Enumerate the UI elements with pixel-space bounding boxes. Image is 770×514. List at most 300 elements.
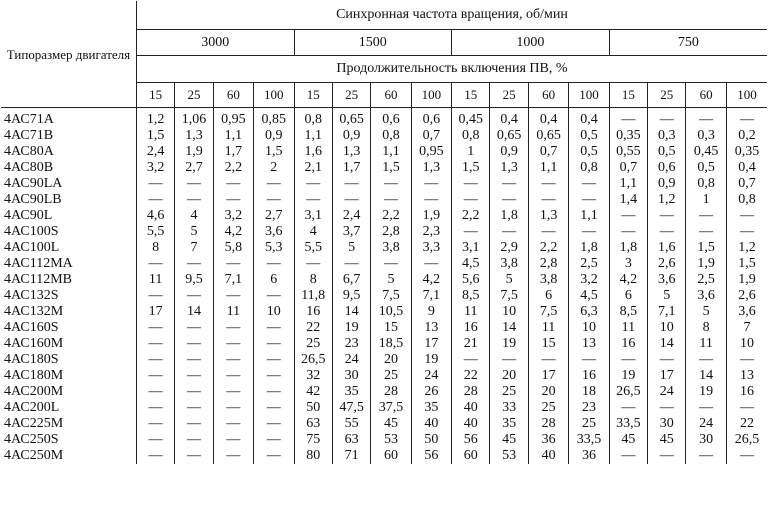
power-value-cell: 2,7 (254, 208, 294, 224)
power-value-cell: — (294, 192, 332, 208)
power-value-cell: — (452, 224, 490, 240)
speed-1000-header: 1000 (452, 30, 610, 56)
power-value-cell: — (648, 208, 686, 224)
power-value-cell: — (452, 176, 490, 192)
motor-name-cell: 4АС90LA (4, 176, 63, 191)
power-value-cell: 42 (294, 384, 332, 400)
power-value-cell: 0,5 (569, 144, 609, 160)
power-value-cell: — (213, 176, 253, 192)
power-value-cell: 56 (411, 448, 451, 464)
power-value-cell: — (569, 176, 609, 192)
power-value-cell: 40 (452, 416, 490, 432)
power-value-cell: 60 (452, 448, 490, 464)
power-value-cell: 10 (648, 320, 686, 336)
power-value-cell: 25 (490, 384, 528, 400)
power-value-cell: 40 (411, 416, 451, 432)
power-value-cell: 0,3 (648, 128, 686, 144)
power-value-cell: — (254, 368, 294, 384)
power-value-cell: 2,9 (490, 240, 528, 256)
table-row (1, 400, 767, 416)
motor-name-cell: 4АС100S (4, 224, 59, 239)
power-value-cell: 5,6 (452, 272, 490, 288)
power-value-cell: 14 (332, 304, 370, 320)
power-value-cell: — (136, 176, 174, 192)
power-value-cell: 2,8 (528, 256, 568, 272)
power-value-cell: 7 (726, 320, 767, 336)
power-value-cell: 3,2 (569, 272, 609, 288)
power-value-cell: — (726, 400, 767, 416)
motor-name-cell: 4АС250М (4, 448, 64, 463)
power-value-cell: 1,5 (136, 128, 174, 144)
power-value-cell: 33 (490, 400, 528, 416)
power-value-cell: 17 (136, 304, 174, 320)
power-value-cell: 53 (371, 432, 411, 448)
power-value-cell: 16 (452, 320, 490, 336)
power-value-cell: 17 (648, 368, 686, 384)
power-value-cell: — (213, 400, 253, 416)
power-value-cell: 5 (371, 272, 411, 288)
pv-header-cell: 60 (686, 83, 726, 108)
motor-name-cell: 4АС112МВ (4, 272, 73, 287)
power-value-cell: 28 (452, 384, 490, 400)
power-value-cell: 10 (726, 336, 767, 352)
power-value-cell: 13 (569, 336, 609, 352)
power-value-cell: 11 (528, 320, 568, 336)
sync-frequency-header: Синхронная частота вращения, об/мин (136, 1, 767, 30)
power-value-cell: 1,1 (294, 128, 332, 144)
power-value-cell: 1,9 (175, 144, 213, 160)
power-value-cell: 0,8 (686, 176, 726, 192)
power-value-cell: — (213, 384, 253, 400)
power-value-cell: 4,2 (213, 224, 253, 240)
motor-name-cell: 4АС200L (4, 400, 60, 415)
pv-header-cell: 15 (452, 83, 490, 108)
power-value-cell: 7,5 (528, 304, 568, 320)
power-value-cell: 2,2 (452, 208, 490, 224)
power-value-cell: — (726, 208, 767, 224)
power-value-cell: 6,7 (332, 272, 370, 288)
power-value-cell: — (254, 432, 294, 448)
power-value-cell: 2,5 (569, 256, 609, 272)
power-value-cell: 2,8 (371, 224, 411, 240)
power-value-cell: 3,1 (294, 208, 332, 224)
power-value-cell: 4,2 (411, 272, 451, 288)
power-value-cell: 50 (411, 432, 451, 448)
power-value-cell: — (490, 176, 528, 192)
power-value-cell: 63 (294, 416, 332, 432)
power-value-cell: 1,5 (726, 256, 767, 272)
table-row (1, 272, 767, 288)
power-value-cell: 18,5 (371, 336, 411, 352)
table-row (1, 240, 767, 256)
power-value-cell: 3,7 (332, 224, 370, 240)
power-value-cell: 0,8 (371, 128, 411, 144)
power-value-cell: 0,4 (726, 160, 767, 176)
power-value-cell: 1,8 (490, 208, 528, 224)
power-value-cell: 6,3 (569, 304, 609, 320)
power-value-cell: 3 (609, 256, 647, 272)
power-value-cell: 14 (175, 304, 213, 320)
power-value-cell: 1,1 (213, 128, 253, 144)
power-value-cell: 13 (726, 368, 767, 384)
power-value-cell: — (528, 192, 568, 208)
power-value-cell: 1,3 (490, 160, 528, 176)
pv-header-cell: 100 (726, 83, 767, 108)
power-value-cell: 1,2 (136, 112, 174, 128)
power-value-cell: 0,5 (648, 144, 686, 160)
power-value-cell: 1,9 (411, 208, 451, 224)
power-value-cell: 2,2 (528, 240, 568, 256)
power-value-cell: — (136, 336, 174, 352)
power-value-cell: — (136, 384, 174, 400)
power-value-cell: — (175, 176, 213, 192)
power-value-cell: 8 (136, 240, 174, 256)
power-value-cell: 0,7 (726, 176, 767, 192)
speed-3000-header: 3000 (136, 30, 294, 56)
speed-1500-header: 1500 (294, 30, 452, 56)
power-value-cell: — (371, 176, 411, 192)
power-value-cell: — (175, 448, 213, 464)
power-value-cell: 2,5 (686, 272, 726, 288)
power-value-cell: — (254, 400, 294, 416)
power-value-cell: 0,8 (726, 192, 767, 208)
power-value-cell: 1,3 (332, 144, 370, 160)
power-value-cell: 2 (254, 160, 294, 176)
power-value-cell: 17 (411, 336, 451, 352)
table-row (1, 128, 767, 144)
power-value-cell: — (213, 432, 253, 448)
power-value-cell: — (648, 224, 686, 240)
power-value-cell: 18 (569, 384, 609, 400)
power-value-cell: 3,2 (213, 208, 253, 224)
power-value-cell: 0,7 (609, 160, 647, 176)
motor-name-cell: 4АС80А (4, 144, 54, 159)
power-value-cell: 5,3 (254, 240, 294, 256)
power-value-cell: 26 (411, 384, 451, 400)
power-value-cell: 0,9 (332, 128, 370, 144)
power-value-cell: — (136, 320, 174, 336)
table-row (1, 432, 767, 448)
power-value-cell: 1,6 (648, 240, 686, 256)
power-value-cell: 14 (490, 320, 528, 336)
power-value-cell: — (294, 256, 332, 272)
power-value-cell: 0,95 (213, 112, 253, 128)
power-value-cell: 24 (411, 368, 451, 384)
power-value-cell: — (175, 288, 213, 304)
power-value-cell: 8,5 (452, 288, 490, 304)
power-value-cell: 0,45 (686, 144, 726, 160)
power-value-cell: 26,5 (726, 432, 767, 448)
table-row (1, 112, 767, 128)
power-value-cell: — (136, 448, 174, 464)
power-value-cell: 0,7 (411, 128, 451, 144)
power-value-cell: 7,1 (411, 288, 451, 304)
power-value-cell: — (411, 192, 451, 208)
power-value-cell: 0,65 (490, 128, 528, 144)
motor-name-cell: 4АС160М (4, 336, 64, 351)
pv-header-cell: 25 (175, 83, 213, 108)
power-value-cell: 1,8 (569, 240, 609, 256)
power-value-cell: — (726, 352, 767, 368)
power-value-cell: 5 (490, 272, 528, 288)
power-value-cell: 25 (569, 416, 609, 432)
power-value-cell: — (136, 288, 174, 304)
power-value-cell: 0,6 (648, 160, 686, 176)
pv-header-cell: 25 (648, 83, 686, 108)
power-value-cell: — (528, 176, 568, 192)
power-value-cell: — (213, 448, 253, 464)
power-value-cell: 80 (294, 448, 332, 464)
table-row (1, 352, 767, 368)
table-row (1, 320, 767, 336)
power-value-cell: 0,8 (452, 128, 490, 144)
table-row (1, 208, 767, 224)
power-value-cell: — (254, 176, 294, 192)
power-value-cell: — (528, 352, 568, 368)
motor-name-cell: 4АС112МА (4, 256, 73, 271)
table-row (1, 368, 767, 384)
table-row (1, 304, 767, 320)
power-value-cell: — (175, 192, 213, 208)
power-value-cell: 53 (490, 448, 528, 464)
power-value-cell: 36 (569, 448, 609, 464)
motor-name-cell: 4АС132S (4, 288, 59, 303)
duty-cycle-header: Продолжительность включения ПВ, % (136, 56, 767, 83)
motor-name-cell: 4АС180М (4, 368, 64, 383)
power-value-cell: — (136, 192, 174, 208)
power-value-cell: 1,1 (569, 208, 609, 224)
power-value-cell: 1,5 (254, 144, 294, 160)
power-value-cell: — (175, 384, 213, 400)
power-value-cell: 15 (371, 320, 411, 336)
power-value-cell: 0,7 (528, 144, 568, 160)
power-value-cell: — (686, 224, 726, 240)
power-value-cell: 22 (726, 416, 767, 432)
power-value-cell: 1,3 (528, 208, 568, 224)
power-value-cell: 30 (686, 432, 726, 448)
power-value-cell: 3,2 (136, 160, 174, 176)
power-value-cell: 1,2 (648, 192, 686, 208)
power-value-cell: 2,7 (175, 160, 213, 176)
power-value-cell: 3,6 (726, 304, 767, 320)
power-value-cell: 36 (528, 432, 568, 448)
power-value-cell: — (136, 368, 174, 384)
power-value-cell: 13 (411, 320, 451, 336)
power-value-cell: — (609, 352, 647, 368)
power-value-cell: 30 (648, 416, 686, 432)
power-value-cell: 19 (686, 384, 726, 400)
motor-name-cell: 4АС225М (4, 416, 64, 431)
power-value-cell: — (609, 112, 647, 128)
power-value-cell: — (136, 352, 174, 368)
table-row (1, 384, 767, 400)
power-value-cell: — (332, 192, 370, 208)
pv-header-cell: 15 (136, 83, 174, 108)
power-value-cell: 25 (294, 336, 332, 352)
power-value-cell: 7,1 (648, 304, 686, 320)
power-value-cell: 23 (332, 336, 370, 352)
power-value-cell: 19 (411, 352, 451, 368)
power-value-cell: — (490, 352, 528, 368)
table-row (1, 160, 767, 176)
power-value-cell: — (254, 448, 294, 464)
pv-header-cell: 25 (332, 83, 370, 108)
power-value-cell: 8 (686, 320, 726, 336)
power-value-cell: 3,6 (648, 272, 686, 288)
power-value-cell: 19 (490, 336, 528, 352)
power-value-cell: 2,2 (213, 160, 253, 176)
power-value-cell: 1,4 (609, 192, 647, 208)
power-value-cell: 40 (528, 448, 568, 464)
motor-name-cell: 4АС90L (4, 208, 53, 223)
power-value-cell: 21 (452, 336, 490, 352)
power-value-cell: — (609, 224, 647, 240)
power-value-cell: 16 (569, 368, 609, 384)
motor-name-cell: 4АС200М (4, 384, 64, 399)
power-value-cell: — (569, 192, 609, 208)
power-value-cell: 15 (528, 336, 568, 352)
power-value-cell: 8 (294, 272, 332, 288)
power-value-cell: — (294, 176, 332, 192)
power-value-cell: 3,1 (452, 240, 490, 256)
power-value-cell: 6 (254, 272, 294, 288)
power-value-cell: 30 (332, 368, 370, 384)
power-value-cell: 0,8 (294, 112, 332, 128)
power-value-cell: — (254, 320, 294, 336)
power-value-cell: — (726, 112, 767, 128)
power-value-cell: — (609, 208, 647, 224)
power-value-cell: 0,8 (569, 160, 609, 176)
power-value-cell: — (175, 432, 213, 448)
power-value-cell: 20 (371, 352, 411, 368)
power-value-cell: — (254, 384, 294, 400)
power-value-cell: 23 (569, 400, 609, 416)
power-value-cell: 56 (452, 432, 490, 448)
power-value-cell: 1,3 (175, 128, 213, 144)
power-value-cell: 1 (452, 144, 490, 160)
power-value-cell: — (213, 336, 253, 352)
power-value-cell: 5 (686, 304, 726, 320)
power-value-cell: 0,5 (569, 128, 609, 144)
power-value-cell: 6 (609, 288, 647, 304)
power-value-cell: 24 (648, 384, 686, 400)
power-value-cell: — (213, 320, 253, 336)
power-value-cell: — (175, 256, 213, 272)
power-value-cell: — (332, 176, 370, 192)
power-value-cell: — (254, 352, 294, 368)
power-value-cell: 11 (213, 304, 253, 320)
power-value-cell: 5 (648, 288, 686, 304)
power-value-cell: 4 (294, 224, 332, 240)
power-value-cell: 24 (332, 352, 370, 368)
power-value-cell: 1,7 (332, 160, 370, 176)
power-value-cell: 20 (490, 368, 528, 384)
power-value-cell: — (136, 432, 174, 448)
power-value-cell: 45 (490, 432, 528, 448)
power-value-cell: 1,6 (294, 144, 332, 160)
power-value-cell: 75 (294, 432, 332, 448)
power-value-cell: — (726, 448, 767, 464)
power-value-cell: — (254, 288, 294, 304)
power-value-cell: 10,5 (371, 304, 411, 320)
power-value-cell: 1 (686, 192, 726, 208)
power-value-cell: 0,9 (254, 128, 294, 144)
power-value-cell: 25 (528, 400, 568, 416)
table-row (1, 224, 767, 240)
power-value-cell: 22 (294, 320, 332, 336)
power-value-cell: 3,6 (686, 288, 726, 304)
power-value-cell: 0,6 (371, 112, 411, 128)
power-value-cell: — (254, 416, 294, 432)
power-value-cell: — (213, 416, 253, 432)
power-value-cell: 8,5 (609, 304, 647, 320)
power-value-cell: 0,65 (332, 112, 370, 128)
table-row (1, 288, 767, 304)
power-value-cell: 60 (371, 448, 411, 464)
power-value-cell: 16 (609, 336, 647, 352)
power-value-cell: 9,5 (332, 288, 370, 304)
power-value-cell: 0,85 (254, 112, 294, 128)
power-value-cell: — (411, 176, 451, 192)
power-value-cell: — (686, 208, 726, 224)
table-row (1, 192, 767, 208)
power-value-cell: 26,5 (609, 384, 647, 400)
motor-name-cell: 4АС80В (4, 160, 54, 175)
power-value-cell: — (411, 256, 451, 272)
power-value-cell: 6 (528, 288, 568, 304)
power-value-cell: 1,1 (528, 160, 568, 176)
power-value-cell: 55 (332, 416, 370, 432)
pv-header-cell: 60 (528, 83, 568, 108)
power-value-cell: 0,2 (726, 128, 767, 144)
power-value-cell: 0,5 (686, 160, 726, 176)
power-value-cell: 0,9 (490, 144, 528, 160)
power-value-cell: 26,5 (294, 352, 332, 368)
power-value-cell: 50 (294, 400, 332, 416)
power-value-cell: — (686, 112, 726, 128)
power-value-cell: 5,8 (213, 240, 253, 256)
power-value-cell: 4,6 (136, 208, 174, 224)
power-value-cell: 22 (452, 368, 490, 384)
power-value-cell: 11 (609, 320, 647, 336)
power-value-cell: 3,8 (371, 240, 411, 256)
power-value-cell: 0,4 (490, 112, 528, 128)
power-value-cell: 3,6 (254, 224, 294, 240)
pv-header-cell: 100 (569, 83, 609, 108)
power-value-cell: — (569, 352, 609, 368)
power-value-cell: — (371, 256, 411, 272)
pv-header-cell: 100 (254, 83, 294, 108)
power-value-cell: — (648, 352, 686, 368)
power-value-cell: — (490, 192, 528, 208)
power-value-cell: 25 (371, 368, 411, 384)
power-value-cell: 11 (452, 304, 490, 320)
table-row (1, 416, 767, 432)
power-value-cell: 7,1 (213, 272, 253, 288)
power-value-cell: 1,3 (411, 160, 451, 176)
motor-name-cell: 4АС71А (4, 112, 54, 127)
power-value-cell: 0,55 (609, 144, 647, 160)
table-row (1, 336, 767, 352)
power-value-cell: 3,8 (528, 272, 568, 288)
motor-name-cell: 4АС160S (4, 320, 59, 335)
power-value-cell: — (254, 256, 294, 272)
power-value-cell: — (490, 224, 528, 240)
power-value-cell: 63 (332, 432, 370, 448)
power-value-cell: 5 (175, 224, 213, 240)
power-value-cell: — (686, 352, 726, 368)
power-value-cell: 9,5 (175, 272, 213, 288)
